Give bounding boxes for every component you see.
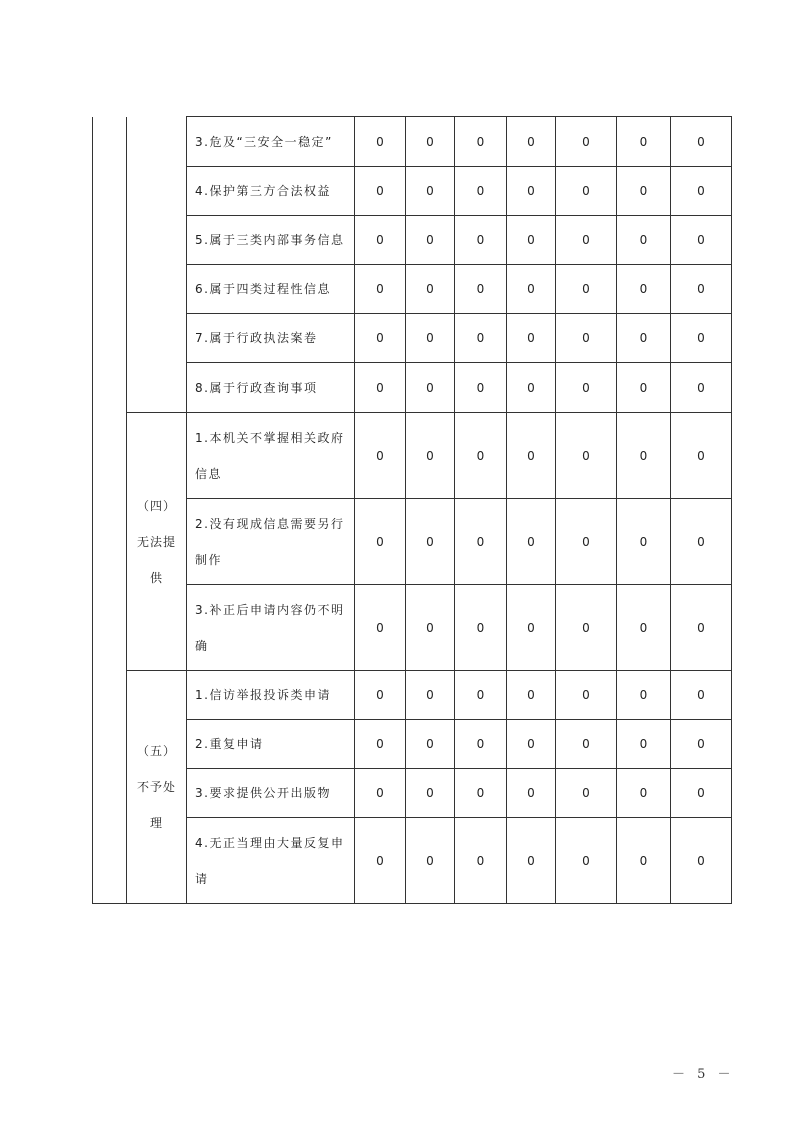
statistics-table bbox=[92, 116, 732, 904]
value-cell: 0 bbox=[507, 167, 556, 216]
value-cell: 0 bbox=[355, 671, 406, 720]
value-cell: 0 bbox=[617, 671, 671, 720]
group-label-line: 不予处 bbox=[136, 780, 176, 794]
value-cell: 0 bbox=[455, 216, 507, 265]
value-cell: 0 bbox=[617, 265, 671, 314]
table-row bbox=[93, 413, 732, 499]
value-cell: 0 bbox=[455, 265, 507, 314]
item-label-cell: 2.重复申请 bbox=[187, 720, 355, 769]
value-cell: 0 bbox=[355, 117, 406, 167]
value-cell: 0 bbox=[556, 314, 617, 363]
value-cell: 0 bbox=[556, 671, 617, 720]
value-cell: 0 bbox=[507, 117, 556, 167]
group-label-cell bbox=[127, 413, 187, 671]
table-row bbox=[93, 499, 732, 585]
value-cell: 0 bbox=[455, 720, 507, 769]
value-cell: 0 bbox=[455, 769, 507, 818]
group-label-line: 理 bbox=[149, 816, 163, 830]
value-cell: 0 bbox=[455, 671, 507, 720]
item-label-cell: 7.属于行政执法案卷 bbox=[187, 314, 355, 363]
item-label-cell: 6.属于四类过程性信息 bbox=[187, 265, 355, 314]
table-row bbox=[93, 585, 732, 671]
value-cell: 0 bbox=[671, 499, 732, 585]
value-cell: 0 bbox=[671, 363, 732, 413]
value-cell: 0 bbox=[671, 314, 732, 363]
value-cell: 0 bbox=[617, 769, 671, 818]
value-cell: 0 bbox=[617, 117, 671, 167]
group-label-line: （五） bbox=[136, 744, 176, 758]
value-cell: 0 bbox=[556, 265, 617, 314]
value-cell: 0 bbox=[406, 720, 455, 769]
group-label-line: 供 bbox=[149, 570, 163, 585]
value-cell: 0 bbox=[671, 117, 732, 167]
value-cell: 0 bbox=[671, 769, 732, 818]
value-cell: 0 bbox=[617, 720, 671, 769]
value-cell: 0 bbox=[355, 216, 406, 265]
value-cell: 0 bbox=[556, 499, 617, 585]
value-cell: 0 bbox=[556, 769, 617, 818]
value-cell: 0 bbox=[406, 265, 455, 314]
value-cell: 0 bbox=[355, 314, 406, 363]
value-cell: 0 bbox=[406, 314, 455, 363]
item-label-cell: 1.信访举报投诉类申请 bbox=[187, 671, 355, 720]
value-cell: 0 bbox=[617, 216, 671, 265]
value-cell: 0 bbox=[556, 117, 617, 167]
group-label-cell bbox=[127, 671, 187, 904]
item-label-cell: 3.补正后申请内容仍不明确 bbox=[187, 585, 355, 671]
value-cell: 0 bbox=[507, 769, 556, 818]
value-cell: 0 bbox=[455, 818, 507, 904]
value-cell: 0 bbox=[406, 167, 455, 216]
value-cell: 0 bbox=[507, 363, 556, 413]
item-label-cell: 1.本机关不掌握相关政府信息 bbox=[187, 413, 355, 499]
table-row bbox=[93, 769, 732, 818]
value-cell: 0 bbox=[355, 585, 406, 671]
value-cell: 0 bbox=[455, 117, 507, 167]
item-label-cell: 3.危及“三安全一稳定” bbox=[187, 117, 355, 167]
value-cell: 0 bbox=[406, 818, 455, 904]
value-cell: 0 bbox=[671, 671, 732, 720]
value-cell: 0 bbox=[507, 265, 556, 314]
value-cell: 0 bbox=[507, 216, 556, 265]
value-cell: 0 bbox=[617, 585, 671, 671]
value-cell: 0 bbox=[455, 585, 507, 671]
value-cell: 0 bbox=[355, 265, 406, 314]
value-cell: 0 bbox=[355, 363, 406, 413]
value-cell: 0 bbox=[455, 314, 507, 363]
value-cell: 0 bbox=[406, 117, 455, 167]
value-cell: 0 bbox=[671, 216, 732, 265]
value-cell: 0 bbox=[455, 363, 507, 413]
value-cell: 0 bbox=[355, 720, 406, 769]
outer-category-cell bbox=[93, 117, 127, 904]
value-cell: 0 bbox=[507, 818, 556, 904]
value-cell: 0 bbox=[355, 769, 406, 818]
group-label-cell bbox=[127, 117, 187, 413]
value-cell: 0 bbox=[406, 363, 455, 413]
value-cell: 0 bbox=[507, 413, 556, 499]
value-cell: 0 bbox=[455, 167, 507, 216]
item-label-cell: 4.保护第三方合法权益 bbox=[187, 167, 355, 216]
value-cell: 0 bbox=[556, 413, 617, 499]
value-cell: 0 bbox=[556, 363, 617, 413]
table-row bbox=[93, 167, 732, 216]
value-cell: 0 bbox=[556, 167, 617, 216]
value-cell: 0 bbox=[617, 314, 671, 363]
table-row bbox=[93, 314, 732, 363]
value-cell: 0 bbox=[617, 818, 671, 904]
value-cell: 0 bbox=[355, 167, 406, 216]
value-cell: 0 bbox=[556, 720, 617, 769]
value-cell: 0 bbox=[455, 499, 507, 585]
value-cell: 0 bbox=[556, 585, 617, 671]
value-cell: 0 bbox=[556, 216, 617, 265]
value-cell: 0 bbox=[617, 413, 671, 499]
table-row bbox=[93, 720, 732, 769]
item-label-cell: 5.属于三类内部事务信息 bbox=[187, 216, 355, 265]
value-cell: 0 bbox=[671, 167, 732, 216]
value-cell: 0 bbox=[671, 818, 732, 904]
table-row bbox=[93, 265, 732, 314]
value-cell: 0 bbox=[406, 216, 455, 265]
value-cell: 0 bbox=[355, 413, 406, 499]
value-cell: 0 bbox=[507, 671, 556, 720]
item-label-cell: 3.要求提供公开出版物 bbox=[187, 769, 355, 818]
value-cell: 0 bbox=[556, 818, 617, 904]
table-row bbox=[93, 671, 732, 720]
value-cell: 0 bbox=[617, 167, 671, 216]
value-cell: 0 bbox=[507, 314, 556, 363]
value-cell: 0 bbox=[406, 413, 455, 499]
value-cell: 0 bbox=[671, 585, 732, 671]
value-cell: 0 bbox=[406, 499, 455, 585]
value-cell: 0 bbox=[507, 720, 556, 769]
table-row bbox=[93, 117, 732, 167]
value-cell: 0 bbox=[455, 413, 507, 499]
item-label-cell: 4.无正当理由大量反复申请 bbox=[187, 818, 355, 904]
item-label-cell: 2.没有现成信息需要另行制作 bbox=[187, 499, 355, 585]
table-row bbox=[93, 363, 732, 413]
value-cell: 0 bbox=[406, 585, 455, 671]
group-label-line: （四） bbox=[136, 498, 176, 513]
value-cell: 0 bbox=[355, 499, 406, 585]
value-cell: 0 bbox=[406, 769, 455, 818]
value-cell: 0 bbox=[671, 265, 732, 314]
page-number: － 5 － bbox=[672, 1067, 735, 1082]
value-cell: 0 bbox=[406, 671, 455, 720]
value-cell: 0 bbox=[617, 499, 671, 585]
group-label-line: 无法提 bbox=[136, 534, 176, 549]
value-cell: 0 bbox=[507, 499, 556, 585]
value-cell: 0 bbox=[671, 413, 732, 499]
value-cell: 0 bbox=[617, 363, 671, 413]
value-cell: 0 bbox=[507, 585, 556, 671]
value-cell: 0 bbox=[355, 818, 406, 904]
table-row bbox=[93, 216, 732, 265]
table-row bbox=[93, 818, 732, 904]
item-label-cell: 8.属于行政查询事项 bbox=[187, 363, 355, 413]
value-cell: 0 bbox=[671, 720, 732, 769]
